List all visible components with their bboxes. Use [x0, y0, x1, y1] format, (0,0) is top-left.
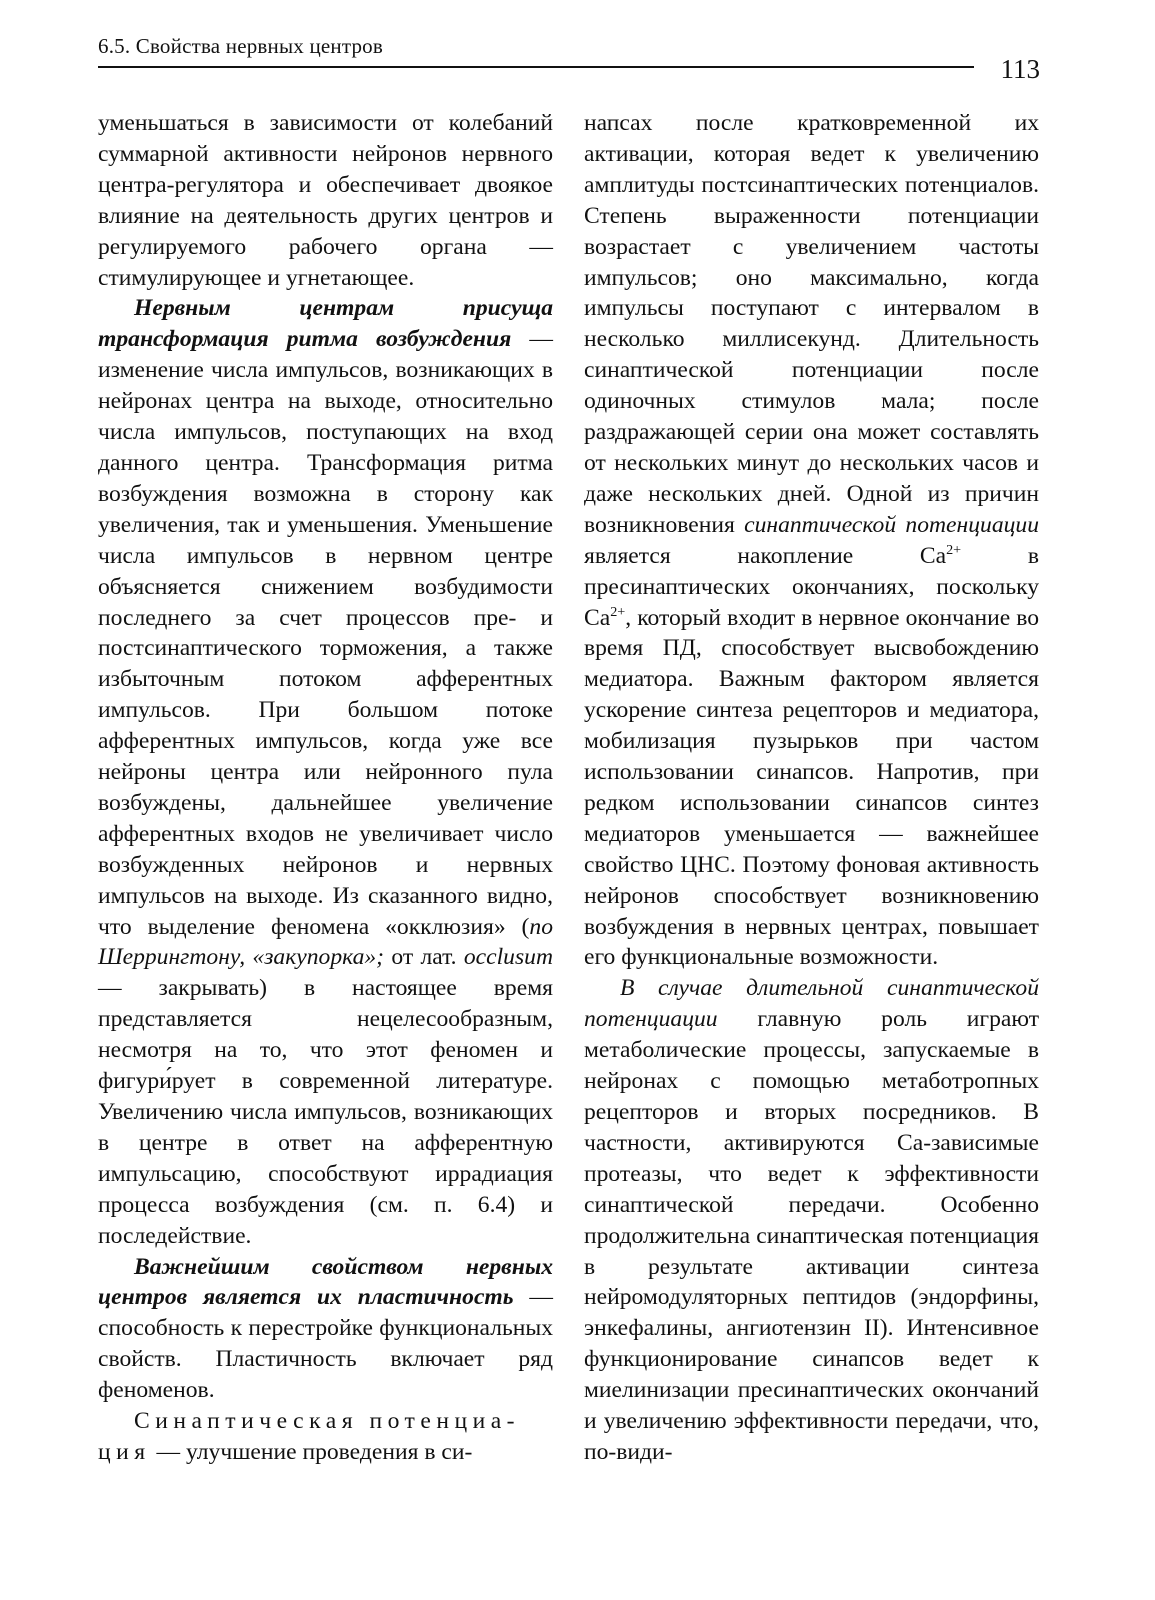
- paragraph-text: , который входит в нервное окончание во время ПД, способствует высвобождению медиатора. Важным фактором является ускорение синтеза рецепторов и медиатора, мобилизация пузырьков при частом использовании синапсов. Напротив, при редком использовании синапсов синтез медиаторов уменьшается — важнейшее свойство ЦНС. Поэтому фоновая активность нейронов способствует возникновению возбуждения в нервных центрах, повышает его функциональные возможности.: [584, 604, 1039, 971]
- header-rule: [98, 66, 974, 68]
- superscript-charge: 2+: [946, 541, 962, 558]
- paragraph-text: является накопление Са: [584, 542, 947, 569]
- paragraph-long-term-potentiation: [584, 973, 1039, 1468]
- superscript-charge: 2+: [610, 603, 626, 620]
- running-head-section-title: 6.5. Свойства нервных центров: [98, 34, 383, 58]
- page-number: 113: [1000, 54, 1040, 84]
- paragraph-rhythm-transformation: [98, 293, 553, 1251]
- spaced-term: Синаптическая потенциа-: [134, 1408, 521, 1435]
- paragraph-text: — закрывать) в настоящее время представляется нецелесообразным, несмотря на то, что этот феномен и фигури́рует в современной литературе. Увеличению числа импульсов, возникающих в центре в ответ на афферентную импульсацию, способствуют иррадиация процесса возбуждения (см. п. 6.4) и последействие.: [98, 975, 553, 1249]
- paragraph-text: — изменение числа импульсов, возникающих в нейронах центра на выходе, относительно числа импульсов, поступающих на вход данного центра. Трансформация ритма возбуждения возможна в сторону как увеличения, так и уменьшения. Уменьшение числа импульсов в нервном центре объясняется снижением возбудимости последнего за счет процессов пре- и постсинаптического торможения, а также избыточным потоком афферентных импульсов. При большом потоке афферентных импульсов, когда уже все нейроны центра или нейронного пула возбуждены, дальнейшее увеличение афферентных входов не увеличивает число возбужденных нейронов и нервных импульсов на выходе. Из сказанного видно, что выделение феномена «окклюзия» (: [98, 326, 554, 940]
- italic-text: по Шеррингтону, «закупорка»;: [98, 913, 553, 971]
- paragraph-synaptic-potentiation: [98, 1406, 553, 1468]
- right-column: [584, 108, 1039, 1468]
- spaced-term: ция: [98, 1438, 151, 1465]
- emphasized-term: Нервным центрам присуща трансформация ритма возбуждения: [98, 295, 553, 353]
- latin-term: occlusum: [463, 944, 553, 971]
- paragraph-text: уменьшаться в зависимости от колебаний суммарной активности нейронов нервного центра-регулятора и обеспечивает двоякое влияние на деятельность других центров и регулируемого рабочего органа — стимулирующее и угнетающее.: [98, 110, 553, 291]
- paragraph-text: — способность к перестройке функциональных свойств. Пластичность включает ряд феноменов.: [98, 1284, 553, 1404]
- paragraph-text: главную роль играют метаболические процессы, запускаемые в нейронах с помощью метаботропных рецепторов и вторых посредников. В частности, активируются Са-зависимые протеазы, что ведет к эффективности синаптической передачи. Особенно продолжительна синаптическая потенциация в результате активации синтеза нейромодуляторных пептидов (эндорфины, энкефалины, ангиотензин II). Интенсивное функционирование синапсов ведет к миелинизации пресинаптических окончаний и увеличению эффективности передачи, что, по-види-: [584, 1006, 1039, 1465]
- left-column: [98, 108, 553, 1468]
- paragraph-text: — улучшение проведения в си-: [150, 1438, 473, 1465]
- emphasized-term: Важнейшим свойством нервных центров является их пластичность: [98, 1253, 553, 1311]
- paragraph-text: напсах после кратковременной их активации, которая ведет к увеличению амплитуды постсинаптических потенциалов. Степень выраженности потенциации возрастает с увеличением частоты импульсов; оно максимально, когда импульсы поступают с интервалом в несколько миллисекунд. Длительность синаптической потенциации после одиночных стимулов мала; после раздражающей серии она может составлять от нескольких минут до нескольких часов и даже нескольких дней. Одной из причин возникновения: [584, 110, 1039, 538]
- paragraph-text: в пресинаптических окончаниях, поскольку Са: [584, 542, 1040, 631]
- paragraph-continuation: [584, 108, 1039, 973]
- paragraph-plasticity: [98, 1252, 553, 1407]
- paragraph-text: от лат.: [384, 944, 464, 971]
- page-header: [98, 28, 1040, 84]
- italic-term: синаптической потенциации: [744, 511, 1040, 538]
- paragraph-continuation: [98, 108, 553, 293]
- italic-term: В случае длительной синаптической потенциации: [584, 975, 1039, 1033]
